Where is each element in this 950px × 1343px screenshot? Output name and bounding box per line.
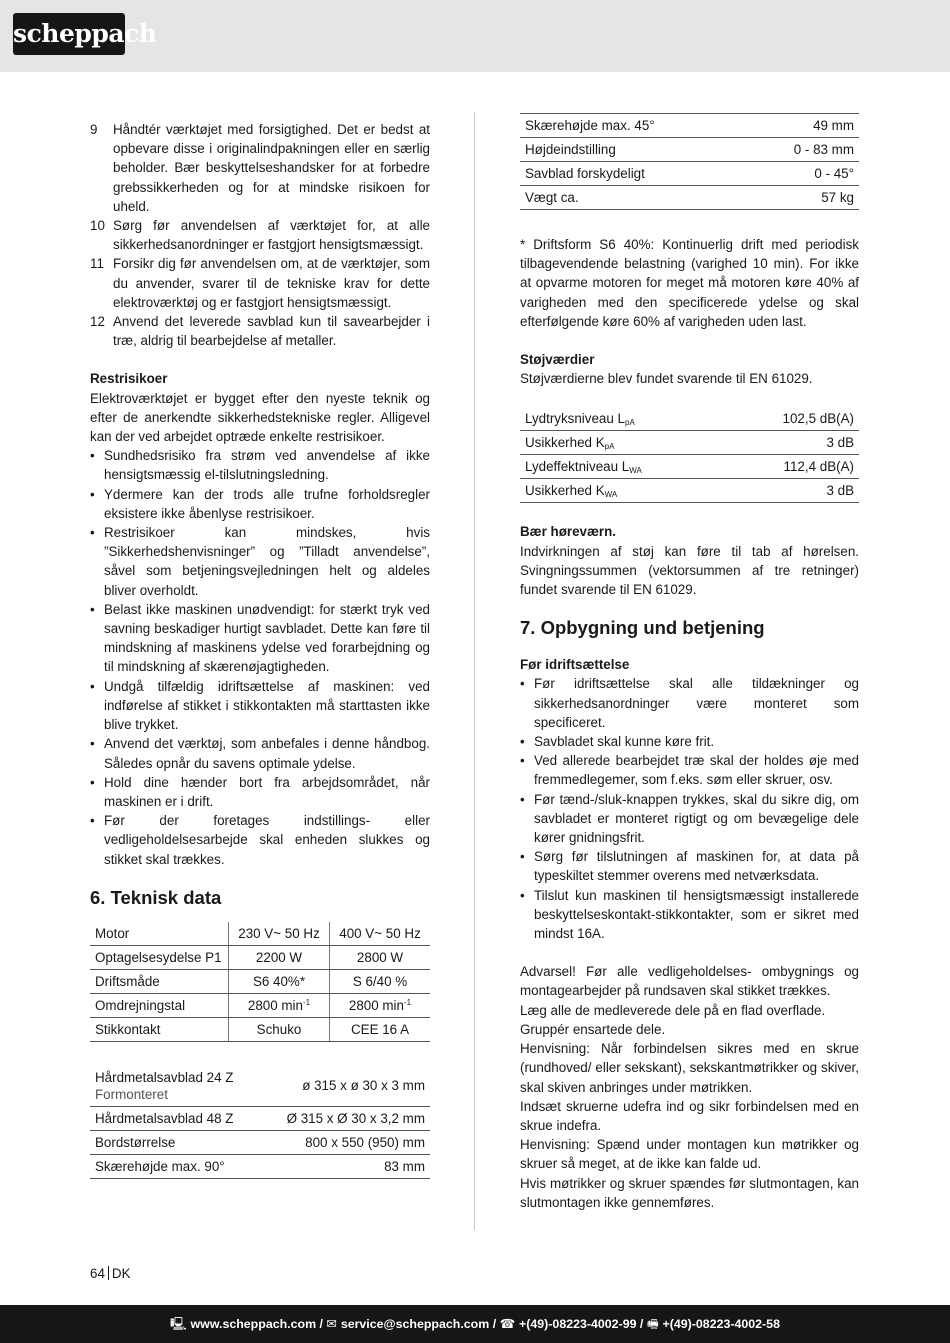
table-cell: 112,4 dB(A) [726,455,859,479]
hearing-heading: Bær høreværn. [520,524,616,540]
assembly-paragraphs [520,962,859,1212]
phone-number: +(49)-08223-4002-99 [519,1317,637,1331]
table-cell: 2800 W [330,945,430,969]
table-cell: 2800 $\min^{-1}$ [330,993,430,1017]
table-row [520,431,859,455]
section-6-title: 6. Teknisk data [90,886,222,908]
website-link[interactable]: www.scheppach.com [190,1317,317,1331]
safety-numbered-list [90,120,430,350]
table-cell: 800 x 550 (950) mm [260,1130,430,1154]
table-cell: 230 V~ 50 Hz [229,922,330,946]
table-row [520,479,859,503]
noise-text: Støjværdierne blev fundet svarende til EN 61029. [520,371,813,387]
list-item: • Savbladet skal kunne køre frit. [520,732,859,751]
section-7-title: 7. Opbygning und betjening [520,617,765,639]
table-row [90,1154,430,1178]
table-cell: 2200 W [229,945,330,969]
table-cell: 3 dB [726,479,859,503]
paragraph: Gruppér ensartede dele. [520,1021,666,1037]
table-row [520,114,859,138]
table-cell: Optagelsesydelse P1 [90,945,229,969]
table-cell: Schuko [229,1017,330,1041]
separator [108,1266,109,1280]
table-cell: ø 315 x ø 30 x 3 mm [260,1066,430,1107]
table-cell: Hårdmetalsavblad 48 Z [90,1106,260,1130]
table-cell: Skærehøjde max. 45° [520,114,746,138]
table-cell: Driftsmåde [90,969,229,993]
list-item: • Ved allerede bearbejdet træ skal der holdes øje med fremmedlegemer, som f.eks. søm eller skruer, osv. [520,751,859,789]
paragraph: Læg alle de medleverede dele på en flad overflade. [520,1002,826,1018]
restrisiko-intro: Elektroværktøjet er bygget efter den nyeste teknik og efter de anerkendte sikkerhedstekniske regler. Alligevel kan der ved arbejdet optræde enkelte restrisikoer. [90,390,430,445]
list-item: • Før idriftsættelse skal alle tildækninger og sikkerhedsanordninger være monteret som specificeret. [520,674,859,732]
table-cell: Motor [90,922,229,946]
table-row [90,1106,430,1130]
paragraph: Advarsel! Før alle vedligeholdelses- ombygnings og montagearbejder på rundsaven skal stikket trækkes. [520,964,859,999]
table-cell: Ø 315 x Ø 30 x 3,2 mm [260,1106,430,1130]
list-item: 11 Forsikr dig før anvendelsen om, at de værktøjer, som du anvender, svarer til de tekniske krav for dette elektroværktøj og er fastgjort hensigtsmæssigt. [90,256,430,310]
before-use-heading: Før idriftsættelse [520,657,630,673]
table-cell: Bordstørrelse [90,1130,260,1154]
table-cell: 400 V~ 50 Hz [330,922,430,946]
paragraph: Henvisning: Spænd under montagen kun møtrikker og skruer så meget, at de ikke kan falde ud. [520,1137,859,1172]
fax-number: +(49)-08223-4002-58 [662,1317,780,1331]
list-item: • Sørg før tilslutningen af maskinen for, at data på typeskiltet stemmer overens med netværksdata. [520,847,859,885]
table-row [520,455,859,479]
table-cell: 3 dB [726,431,859,455]
table-row [520,162,859,186]
list-item: • Før der foretages indstillings- eller vedligeholdelsesarbejde skal enheden slukkes og stikket skal trækkes. [90,811,430,869]
table-row [90,969,430,993]
left-column [90,120,430,1179]
table-cell: Lydtryksniveau $L_{pA}$ [520,407,726,431]
noise-heading: Støjværdier [520,352,595,368]
table-cell: 49 mm [746,114,860,138]
table-cell: 2800 $\min^{-1}$ [229,993,330,1017]
list-item: • Tilslut kun maskinen til hensigtsmæssigt installerede beskyttelseskontakt-stikkontakter, som er sikret med mindst 16A. [520,886,859,944]
table-row [520,407,859,431]
table-row [90,1130,430,1154]
list-item: • Hold dine hænder bort fra arbejdsområdet, når maskinen er i drift. [90,773,430,811]
restrisiko-heading: Restrisikoer [90,371,168,387]
table-row [90,945,430,969]
fax-icon: 🖷 [646,1317,659,1331]
phone-icon: ☎ [499,1317,516,1331]
table-cell: Usikkerhed $K_{WA}$ [520,479,726,503]
tech-data-table-motor [90,922,430,1042]
table-cell: Omdrejningstal [90,993,229,1017]
table-row [90,993,430,1017]
column-divider [474,112,475,1230]
hearing-text: Indvirkningen af støj kan føre til tab af hørelsen. Svingningssummen (vektorsummen af tre retninger) fundet svarende til EN 61029. [520,543,859,598]
table-cell: Vægt ca. [520,186,746,210]
table-row [520,186,859,210]
list-item: • Restrisikoer kan mindskes, hvis ”Sikkerhedshenvisninger” og ”Tilladt anvendelse”, såvel som betjeningsvejledningen helt og aldeles bliver overholdt. [90,523,430,600]
table-row [90,922,430,946]
email-icon: ✉ [326,1317,337,1331]
table-cell: S 6/40 % [330,969,430,993]
table-cell: 0 - 45° [746,162,860,186]
top-header-bar [0,0,950,72]
table-cell: 57 kg [746,186,860,210]
list-item: 10 Sørg før anvendelsen af værktøjet for, at alle sikkerhedsanordninger er fastgjort hensigtsmæssigt. [90,218,430,253]
email-link[interactable]: service@scheppach.com [340,1317,490,1331]
list-item: • Sundhedsrisiko fra strøm ved anvendelse af ikke hensigtsmæssig el-tilslutningsledning. [90,446,430,484]
table-cell: Højdeindstilling [520,138,746,162]
list-item: • Anvend det værktøj, som anbefales i denne håndbog. Således opnår du savens optimale ydelse. [90,734,430,772]
paragraph: Henvisning: Når forbindelsen sikres med en skrue (rundhoved/ eller sekskant), sekskantmøtrikker og skiver, skal skiven anbringes under møtrikken. [520,1041,859,1095]
contact-footer-bar: 🖳 www.scheppach.com / ✉ service@scheppach.com / ☎ +(49)-08223-4002-99 / 🖷 +(49)-08223-4002-58 [0,1305,950,1343]
table-row [90,1017,430,1041]
list-item: • Ydermere kan der trods alle trufne forholdsregler eksistere ikke åbenlyse restrisikoer. [90,485,430,523]
paragraph: Hvis møtrikker og skruer spændes før slutmontagen, kan slutmontagen ikke gennemføres. [520,1175,859,1210]
table-cell: CEE 16 A [330,1017,430,1041]
list-item: • Belast ikke maskinen unødvendigt: for stærkt tryk ved savning beskadiger hurtigt savbladet. Dette kan føre til mindskning af maskinens ydelse ved forarbejdning og til mindskning af skærenøjagtigheden. [90,600,430,677]
table-cell: Savblad forskydeligt [520,162,746,186]
list-item: 12 Anvend det leverede savblad kun til savearbejder i træ, aldrig til bearbejdelse af metaller. [90,314,430,349]
table-cell: Lydeffektniveau $L_{WA}$ [520,455,726,479]
tech-data-table-cont [520,113,859,210]
page-number: 64 DK [90,1266,131,1281]
table-cell: 102,5 dB(A) [726,407,859,431]
table-cell: Usikkerhed $K_{pA}$ [520,431,726,455]
table-cell: S6 40%* [229,969,330,993]
noise-table [520,407,859,503]
before-use-bullets [520,674,859,943]
table-cell: Skærehøjde max. 90° [90,1154,260,1178]
paragraph: Indsæt skruerne udefra ind og sikr forbindelsen med en skrue indefra. [520,1098,859,1133]
table-row [520,138,859,162]
right-column [520,113,859,1212]
table-cell: Stikkontakt [90,1017,229,1041]
table-cell: 0 - 83 mm [746,138,860,162]
table-cell: 83 mm [260,1154,430,1178]
computer-icon: 🖳 [170,1317,187,1331]
list-item: • Undgå tilfældig idriftsættelse af maskinen: ved indførelse af stikket i stikkontakten må starttasten ikke blive trykket. [90,677,430,735]
restrisiko-bullets [90,446,430,868]
list-item: 9 Håndtér værktøjet med forsigtighed. Det er bedst at opbevare disse i originalindpakningen eller en særlig beholder. Bær beskyttelseshandsker for at forbedre grebssikkerheden og for at mindske risikoen for uheld. [90,122,430,214]
duty-footnote: * Driftsform S6 40%: Kontinuerlig drift med periodisk tilbagevendende belastning (varighed 10 min). For ikke at opvarme motoren for meget må motoren køre 40% af varigheden med den specificerede ydelse og skal efterfølgende køre 60% af varigheden uden last. [520,237,859,329]
table-cell: Hårdmetalsavblad 24 Z Formonteret [90,1066,260,1107]
list-item: • Før tænd-/sluk-knappen trykkes, skal du sikre dig, om savbladet er monteret rigtigt og om bevægelige dele kører gnidningsfrit. [520,790,859,848]
scheppach-logo: scheppach [13,13,125,55]
tech-data-table-blade [90,1066,430,1179]
table-row [90,1066,430,1107]
